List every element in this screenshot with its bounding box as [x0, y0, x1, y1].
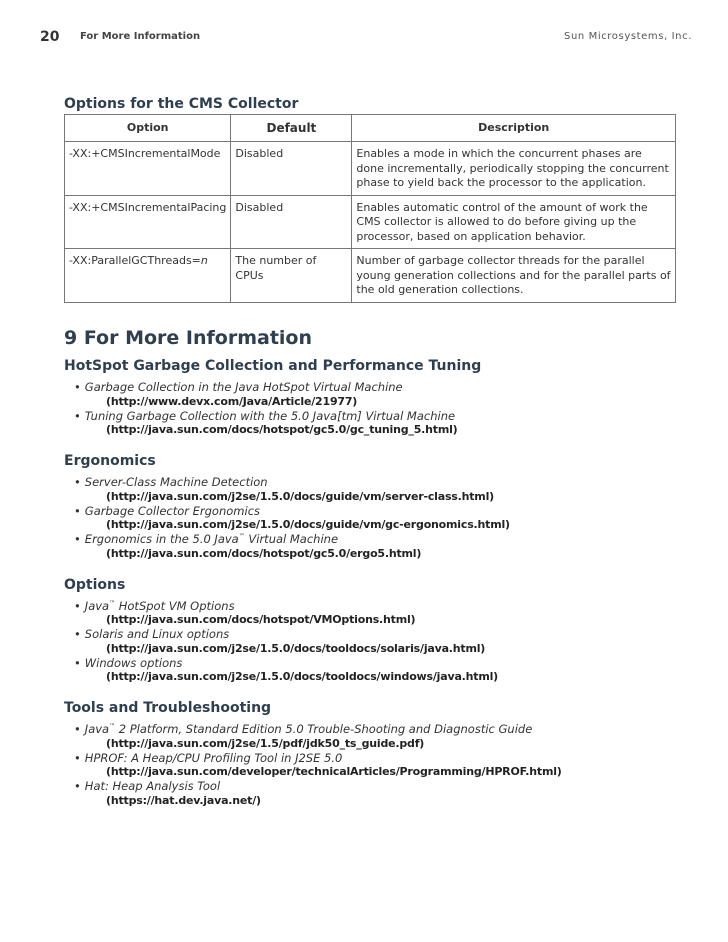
table-row — [65, 249, 676, 303]
description-cell: Enables automatic control of the amount of work the CMS collector is allowed to do before giving up the processor, based on application behavior. — [352, 195, 676, 249]
trademark-mark: ™ — [238, 533, 245, 541]
list-item — [74, 599, 704, 628]
reference-title: • Server-Class Machine Detection — [74, 475, 268, 489]
reference-title: • Solaris and Linux options — [74, 627, 230, 641]
option-cell — [65, 249, 231, 303]
bullet-icon: • — [74, 532, 81, 546]
bullet-icon: • — [74, 779, 81, 793]
trademark-mark: ™ — [109, 723, 116, 731]
list-item — [74, 504, 704, 533]
reference-title: • Java™ HotSpot VM Options — [74, 598, 235, 613]
bullet-icon: • — [74, 598, 81, 613]
bullet-icon: • — [74, 380, 81, 394]
bullet-icon: • — [74, 503, 81, 518]
reference-link[interactable]: (http://java.sun.com/j2se/1.5/pdf/jdk50_ts_guide.pdf) — [106, 736, 425, 750]
default-cell: Disabled — [231, 195, 352, 249]
reference-list — [64, 380, 704, 437]
bullet-icon: • — [74, 722, 81, 736]
table-row — [65, 195, 676, 249]
option-cell: -XX:+CMSIncrementalPacing — [65, 195, 231, 249]
list-item — [74, 409, 704, 438]
reference-title: • Garbage Collector Ergonomics — [74, 503, 261, 518]
trademark-mark: ™ — [109, 599, 116, 607]
page-number: 20 — [40, 29, 60, 45]
list-item — [74, 656, 704, 685]
section-title: 9 For More Information — [64, 327, 312, 349]
reference-link[interactable]: (http://java.sun.com/docs/hotspot/gc5.0/gc_tuning_5.html) — [106, 423, 458, 436]
option-variable: n — [200, 254, 208, 267]
reference-link[interactable]: (http://java.sun.com/j2se/1.5.0/docs/tooldocs/solaris/java.html) — [106, 641, 486, 655]
reference-list — [64, 722, 704, 808]
list-item — [74, 475, 704, 504]
list-item — [74, 722, 704, 751]
reference-title: • Windows options — [74, 655, 183, 670]
reference-link[interactable]: (http://java.sun.com/developer/technicalArticles/Programming/HPROF.html) — [106, 765, 562, 778]
cms-options-table — [64, 114, 676, 303]
list-item — [74, 532, 704, 561]
subsection-heading-options: Options — [64, 576, 126, 593]
bullet-icon: • — [74, 655, 81, 670]
more-information-section — [64, 324, 704, 808]
reference-link[interactable]: (http://java.sun.com/docs/hotspot/VMOptions.html) — [106, 613, 416, 626]
bullet-icon: • — [74, 750, 81, 765]
table-caption: Options for the CMS Collector — [64, 96, 299, 112]
bullet-icon: • — [74, 408, 81, 423]
column-header-description: Description — [352, 115, 676, 142]
bullet-icon: • — [74, 475, 81, 489]
list-item — [74, 627, 704, 656]
reference-list — [64, 475, 704, 561]
reference-title: • HPROF: A Heap/CPU Profiling Tool in J2SE 5.0 — [74, 750, 343, 765]
description-cell: Number of garbage collector threads for the parallel young generation collections and for the parallel parts of the old generation collections. — [352, 249, 676, 303]
list-item — [74, 779, 704, 808]
reference-link[interactable]: (http://java.sun.com/j2se/1.5.0/docs/tooldocs/windows/java.html) — [106, 670, 498, 683]
company-name: Sun Microsystems, Inc. — [564, 31, 692, 42]
reference-title: • Tuning Garbage Collection with the 5.0 Java[tm] Virtual Machine — [74, 408, 456, 423]
reference-list — [64, 599, 704, 685]
list-item — [74, 751, 704, 780]
reference-link[interactable]: (http://java.sun.com/j2se/1.5.0/docs/guide/vm/gc-ergonomics.html) — [106, 518, 510, 531]
reference-title: • Ergonomics in the 5.0 Java™ Virtual Machine — [74, 532, 339, 546]
cms-options-section — [64, 94, 676, 303]
default-cell: The number of CPUs — [231, 249, 352, 303]
subsection-heading-gc-tuning: HotSpot Garbage Collection and Performance Tuning — [64, 358, 482, 374]
list-item — [74, 380, 704, 409]
running-title: For More Information — [80, 31, 201, 42]
option-name: -XX:ParallelGCThreads= — [69, 254, 201, 267]
table-row — [65, 142, 676, 196]
reference-title: • Java™ 2 Platform, Standard Edition 5.0 Trouble-Shooting and Diagnostic Guide — [74, 722, 533, 736]
reference-title: • Hat: Heap Analysis Tool — [74, 779, 221, 793]
reference-title: • Garbage Collection in the Java HotSpot Virtual Machine — [74, 380, 403, 394]
reference-link[interactable]: (http://java.sun.com/j2se/1.5.0/docs/guide/vm/server-class.html) — [106, 489, 494, 503]
table-header-row — [65, 115, 676, 142]
description-cell: Enables a mode in which the concurrent phases are done incrementally, periodically stopping the concurrent phase to yield back the processor to the application. — [352, 142, 676, 196]
option-cell: -XX:+CMSIncrementalMode — [65, 142, 231, 196]
column-header-default: Default — [231, 115, 352, 142]
default-cell: Disabled — [231, 142, 352, 196]
bullet-icon: • — [74, 627, 81, 641]
reference-link[interactable]: (https://hat.dev.java.net/) — [106, 793, 261, 807]
page-header — [0, 0, 728, 60]
subsection-heading-tools: Tools and Troubleshooting — [64, 700, 272, 716]
subsection-heading-ergonomics: Ergonomics — [64, 453, 156, 469]
reference-link[interactable]: (http://www.devx.com/Java/Article/21977) — [106, 394, 358, 408]
reference-link[interactable]: (http://java.sun.com/docs/hotspot/gc5.0/ergo5.html) — [106, 546, 422, 560]
column-header-option: Option — [65, 115, 231, 142]
